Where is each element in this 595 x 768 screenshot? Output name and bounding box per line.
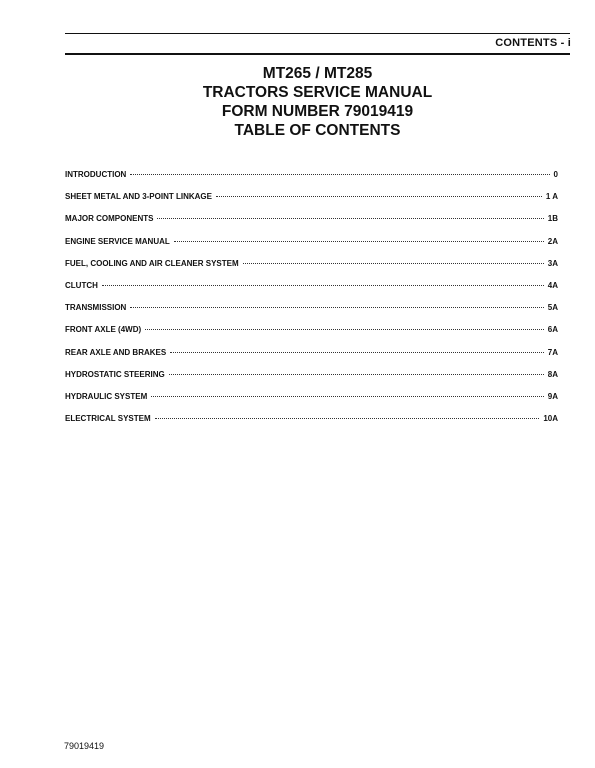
toc-entry-sheet-metal[interactable] bbox=[65, 192, 558, 214]
toc-entry-hydraulic-system[interactable] bbox=[65, 392, 558, 414]
toc-entry-label: CLUTCH bbox=[65, 280, 98, 290]
toc-entry-introduction[interactable] bbox=[65, 170, 558, 192]
toc-entry-transmission[interactable] bbox=[65, 303, 558, 325]
toc-entry-electrical-system[interactable] bbox=[65, 414, 558, 436]
toc-entry-label: ENGINE SERVICE MANUAL bbox=[65, 236, 170, 246]
toc-leader-dots bbox=[102, 285, 544, 286]
toc-leader-dots bbox=[155, 418, 540, 419]
toc-leader-dots bbox=[216, 196, 542, 197]
toc-leader-dots bbox=[151, 396, 544, 397]
toc-leader-dots bbox=[170, 352, 544, 353]
toc-entry-label: ELECTRICAL SYSTEM bbox=[65, 414, 151, 424]
toc-entry-page: 2A bbox=[547, 236, 558, 246]
header-rule bbox=[65, 53, 570, 55]
toc-entry-label: FRONT AXLE (4WD) bbox=[65, 325, 142, 335]
toc-entry-label: SHEET METAL AND 3-POINT LINKAGE bbox=[65, 192, 212, 202]
toc-entry-page: 1B bbox=[547, 214, 558, 224]
toc-entry-page: 0 bbox=[553, 170, 558, 179]
toc-entry-label: MAJOR COMPONENTS bbox=[65, 214, 154, 224]
title-form-number: FORM NUMBER 79019419 bbox=[221, 103, 414, 120]
toc-entry-page: 6A bbox=[547, 325, 558, 335]
toc-entry-page: 9A bbox=[547, 391, 558, 401]
title-toc: TABLE OF CONTENTS bbox=[234, 122, 401, 139]
toc-entry-engine[interactable] bbox=[65, 237, 558, 259]
page-header-label: CONTENTS - i bbox=[495, 37, 571, 49]
toc-leader-dots bbox=[130, 174, 549, 175]
toc-entry-label: REAR AXLE AND BRAKES bbox=[65, 347, 167, 357]
toc-entry-major-components[interactable] bbox=[65, 214, 558, 236]
toc-entry-page: 10A bbox=[543, 414, 558, 424]
toc-entry-hydrostatic-steering[interactable] bbox=[65, 370, 558, 392]
table-of-contents bbox=[65, 170, 558, 436]
footer-form-number: 79019419 bbox=[64, 741, 105, 751]
toc-entry-page: 5A bbox=[547, 303, 558, 313]
toc-entry-clutch[interactable] bbox=[65, 281, 558, 303]
toc-entry-label: HYDROSTATIC STEERING bbox=[65, 369, 165, 379]
toc-entry-label: TRANSMISSION bbox=[65, 303, 127, 313]
title-manual: TRACTORS SERVICE MANUAL bbox=[202, 84, 433, 101]
toc-entry-fuel-cooling[interactable] bbox=[65, 259, 558, 281]
toc-leader-dots bbox=[243, 263, 544, 264]
toc-entry-front-axle[interactable] bbox=[65, 325, 558, 347]
title-model: MT265 / MT285 bbox=[262, 65, 373, 82]
toc-entry-page: 8A bbox=[547, 369, 558, 379]
toc-entry-page: 3A bbox=[547, 258, 558, 268]
toc-entry-label: INTRODUCTION bbox=[65, 170, 127, 179]
toc-entry-page: 7A bbox=[547, 347, 558, 357]
toc-entry-label: FUEL, COOLING AND AIR CLEANER SYSTEM bbox=[65, 258, 239, 268]
toc-entry-rear-axle[interactable] bbox=[65, 348, 558, 370]
top-rule bbox=[65, 33, 570, 34]
toc-entry-page: 4A bbox=[547, 280, 558, 290]
toc-leader-dots bbox=[169, 374, 544, 375]
toc-leader-dots bbox=[157, 218, 543, 219]
toc-entry-label: HYDRAULIC SYSTEM bbox=[65, 391, 148, 401]
toc-leader-dots bbox=[145, 329, 544, 330]
page-title bbox=[65, 64, 570, 140]
toc-leader-dots bbox=[174, 241, 544, 242]
toc-entry-page: 1 A bbox=[545, 192, 558, 202]
toc-leader-dots bbox=[130, 307, 543, 308]
